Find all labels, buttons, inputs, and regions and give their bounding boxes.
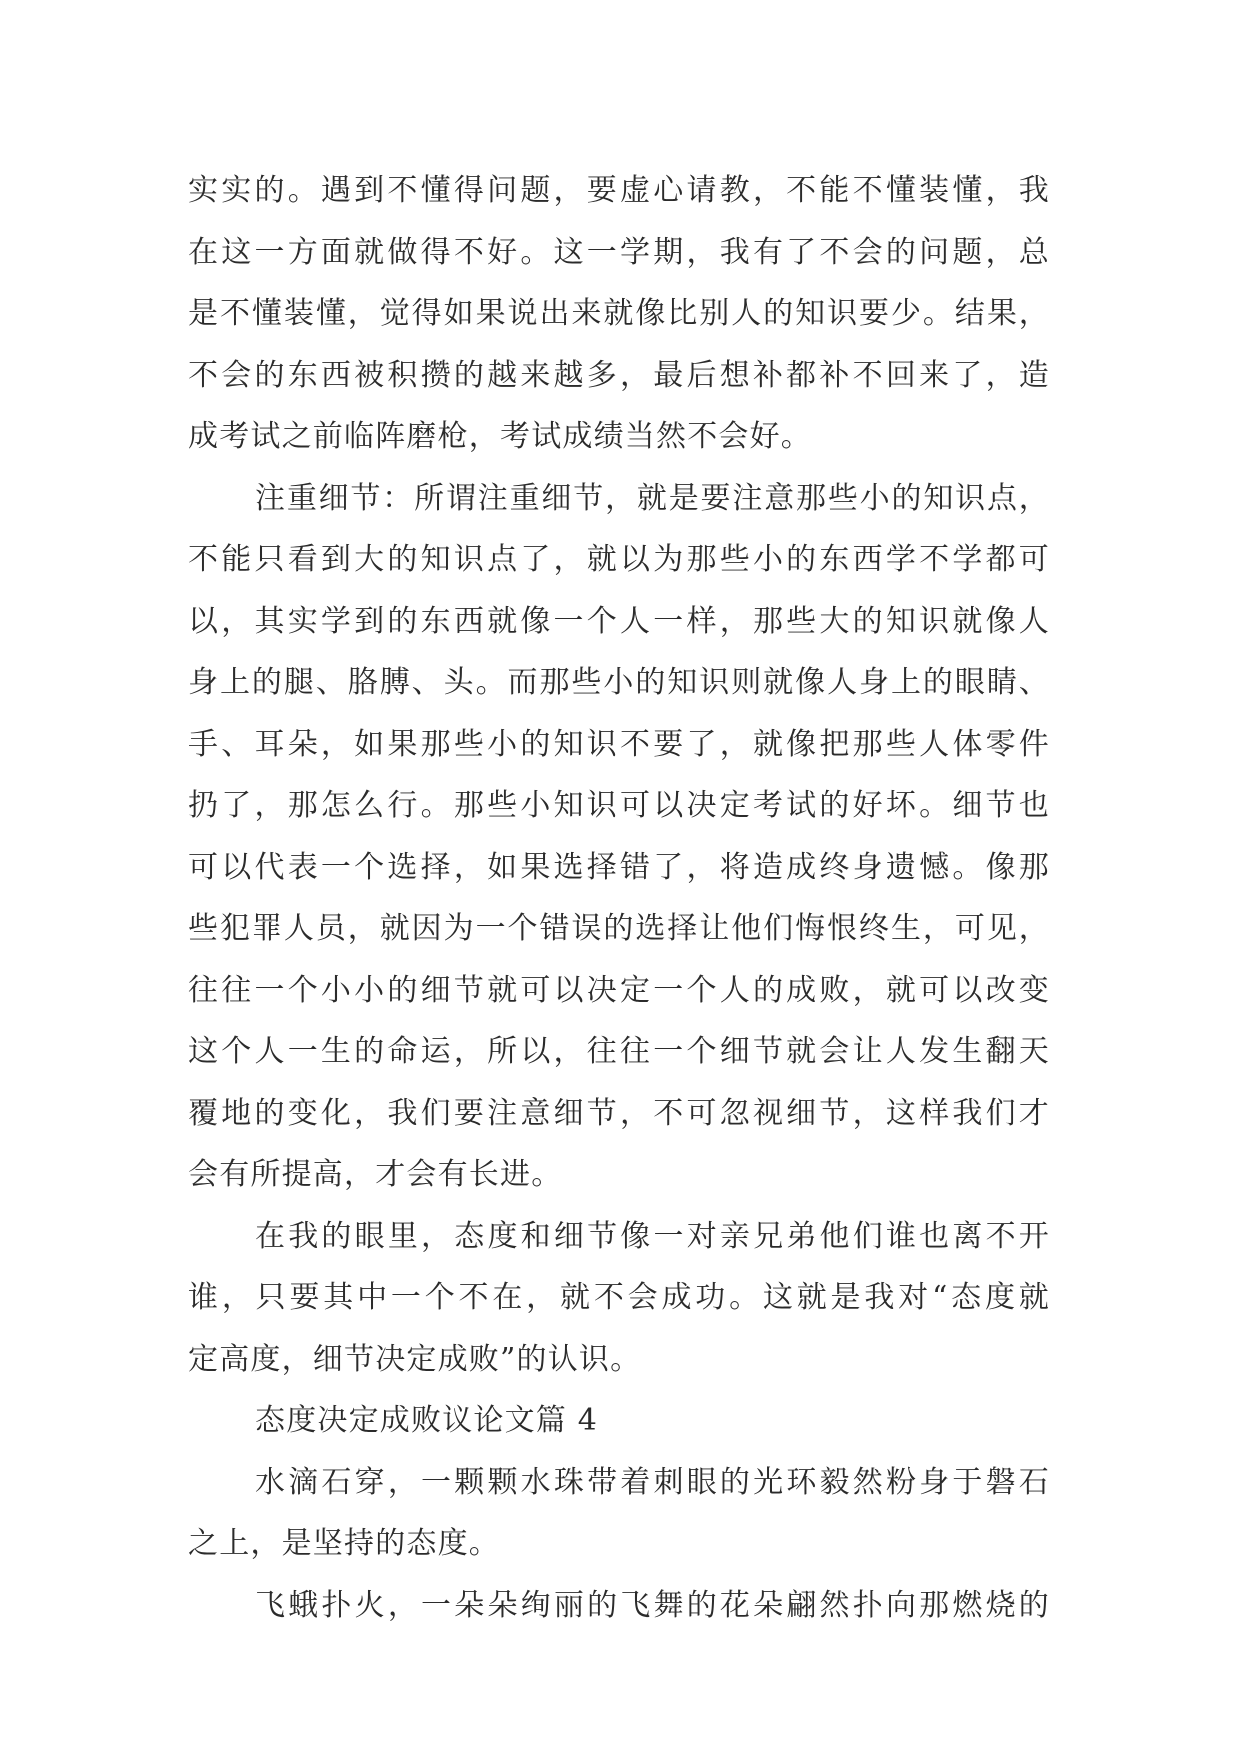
text-line: 注重细节：所谓注重细节，就是要注意那些小的知识点， [255, 480, 1050, 516]
body-text [188, 160, 1050, 1636]
text-line: 可以代表一个选择，如果选择错了，将造成终身遗憾。像那 [188, 849, 1050, 885]
text-line: 在我的眼里，态度和细节像一对亲兄弟他们谁也离不开 [255, 1218, 1050, 1254]
text-line: 是不懂装懂，觉得如果说出来就像比别人的知识要少。结果， [188, 296, 1050, 331]
text-line: 不会的东西被积攒的越来越多，最后想补都补不回来了，造 [188, 357, 1050, 393]
text-line: 身上的腿、胳膊、头。而那些小的知识则就像人身上的眼睛、 [188, 665, 1050, 700]
text-line: 态度决定成败议论文篇 4 [255, 1403, 599, 1438]
text-line: 在这一方面就做得不好。这一学期，我有了不会的问题，总 [188, 234, 1050, 270]
text-line: 这个人一生的命运，所以，往往一个细节就会让人发生翻天 [188, 1034, 1050, 1069]
text-line: 成考试之前临阵磨枪，考试成绩当然不会好。 [188, 419, 812, 454]
text-line: 水滴石穿，一颗颗水珠带着刺眼的光环毅然粉身于磐石 [255, 1464, 1050, 1500]
text-line: 之上，是坚持的态度。 [188, 1526, 500, 1561]
text-line: 定高度，细节决定成败”的认识。 [188, 1341, 642, 1377]
text-line: 会有所提高，才会有长进。 [188, 1157, 563, 1192]
text-line: 覆地的变化，我们要注意细节，不可忽视细节，这样我们才 [188, 1095, 1050, 1131]
text-line: 实实的。遇到不懂得问题，要虚心请教，不能不懂装懂，我 [188, 173, 1050, 208]
text-line: 手、耳朵，如果那些小的知识不要了，就像把那些人体零件 [188, 726, 1050, 762]
text-line: 往往一个小小的细节就可以决定一个人的成败，就可以改变 [188, 972, 1050, 1008]
text-line: 不能只看到大的知识点了，就以为那些小的东西学不学都可 [188, 542, 1050, 577]
text-line: 以，其实学到的东西就像一个人一样，那些大的知识就像人 [188, 603, 1050, 639]
text-line: 飞蛾扑火，一朵朵绚丽的飞舞的花朵翩然扑向那燃烧的 [255, 1587, 1050, 1623]
text-line: 扔了，那怎么行。那些小知识可以决定考试的好坏。细节也 [188, 788, 1050, 823]
text-line: 谁，只要其中一个不在，就不会成功。这就是我对“态度就 [188, 1280, 1050, 1315]
text-line: 些犯罪人员，就因为一个错误的选择让他们悔恨终生，可见， [188, 911, 1050, 946]
